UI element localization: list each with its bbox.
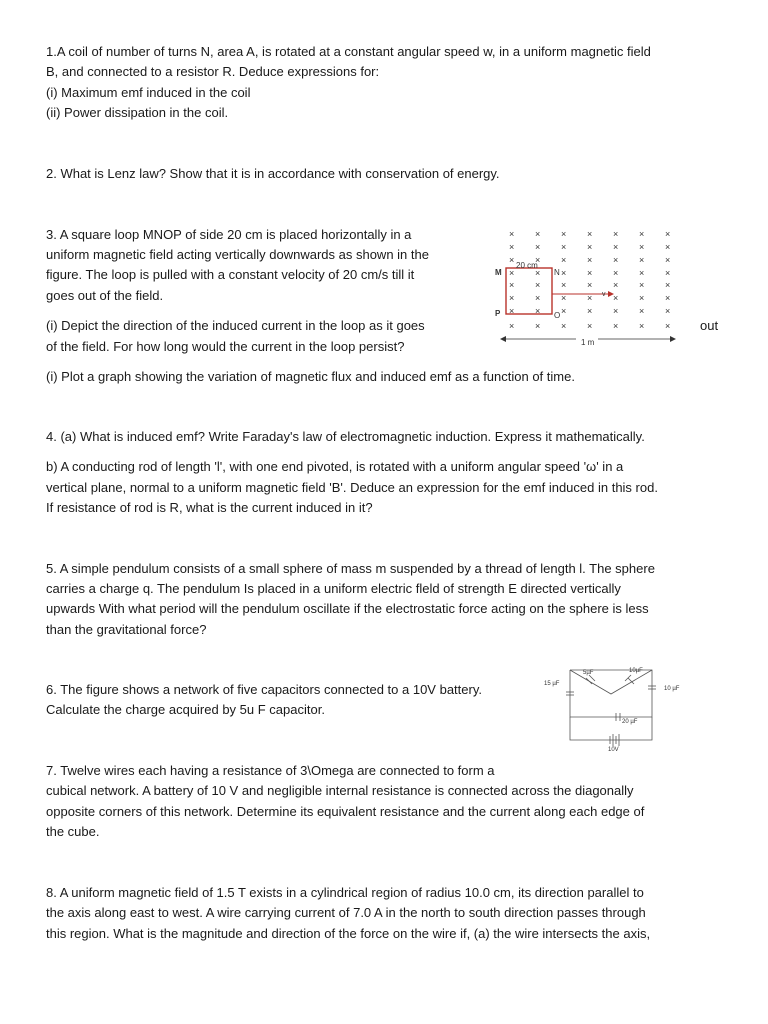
c2-plate: [586, 678, 592, 684]
question-3-line: uniform magnetic field acting vertically downwards as shown in the: [46, 247, 429, 262]
question-1-line: 1.A coil of number of turns N, area A, is rotated at a constant angular speed w, in a uniform magnetic field: [46, 44, 651, 59]
field-cross: ×: [561, 280, 567, 290]
question-3-part-ii: (i) Plot a graph showing the variation of magnetic flux and induced emf as a function of time.: [46, 369, 575, 384]
field-cross: ×: [613, 321, 619, 331]
field-cross: ×: [665, 242, 671, 252]
field-cross: ×: [535, 242, 541, 252]
field-cross: ×: [639, 268, 645, 278]
field-cross: ×: [639, 306, 645, 316]
field-cross: ×: [509, 242, 515, 252]
velocity-label: v: [602, 291, 606, 298]
capacitor-network-figure: [540, 660, 690, 754]
question-3-line: goes out of the field.: [46, 288, 164, 303]
field-cross: ×: [509, 280, 515, 290]
field-cross: ×: [665, 229, 671, 239]
field-cross: ×: [587, 229, 593, 239]
c3-label: 10µF: [629, 668, 643, 674]
question-4-part-b-line: vertical plane, normal to a uniform magnetic field 'B'. Deduce an expression for the emf induced in this rod.: [46, 480, 658, 495]
question-2: 2. What is Lenz law? Show that it is in accordance with conservation of energy.: [46, 166, 500, 181]
field-cross: ×: [613, 280, 619, 290]
field-cross: ×: [613, 306, 619, 316]
field-crosses: [509, 229, 670, 331]
field-cross: ×: [561, 268, 567, 278]
question-4-part-a: 4. (a) What is induced emf? Write Faraday's law of electromagnetic induction. Express it mathematically.: [46, 429, 645, 444]
question-7-line: the cube.: [46, 824, 100, 839]
field-cross: ×: [613, 242, 619, 252]
field-cross: ×: [561, 306, 567, 316]
field-cross: ×: [561, 229, 567, 239]
length-arrow-left: [500, 336, 506, 342]
field-cross: ×: [509, 293, 515, 303]
field-cross: ×: [535, 293, 541, 303]
field-cross: ×: [561, 321, 567, 331]
question-5-line: upwards With what period will the pendulum oscillate if the electrostatic force acting on the sphere is less: [46, 601, 649, 616]
battery-branch: [570, 717, 652, 740]
field-cross: ×: [613, 268, 619, 278]
question-7-line: 7. Twelve wires each having a resistance of 3\Omega are connected to form a: [46, 763, 495, 778]
question-6-line: Calculate the charge acquired by 5u F capacitor.: [46, 702, 325, 717]
field-cross: ×: [665, 321, 671, 331]
question-5-line: 5. A simple pendulum consists of a small sphere of mass m suspended by a thread of length l. The sphere: [46, 561, 655, 576]
length-label: 1 m: [581, 338, 595, 347]
field-cross: ×: [613, 229, 619, 239]
field-cross: ×: [535, 229, 541, 239]
question-4-part-b-line: b) A conducting rod of length 'l', with one end pivoted, is rotated with a uniform angular speed 'ω' in a: [46, 459, 624, 474]
question-1-line: (ii) Power dissipation in the coil.: [46, 105, 229, 120]
field-cross: ×: [639, 280, 645, 290]
loop-side-label: 20 cm: [516, 261, 538, 270]
corner-m-label: M: [495, 268, 502, 277]
question-8-line: this region. What is the magnitude and direction of the force on the wire if, (a) the wire intersects the axis,: [46, 926, 651, 941]
question-3-part-i: of the field. For how long would the current in the loop persist?: [46, 339, 405, 354]
field-cross: ×: [665, 268, 671, 278]
field-cross: ×: [665, 280, 671, 290]
corner-n-label: N: [554, 268, 560, 277]
field-cross: ×: [535, 306, 541, 316]
question-3-part-i: (i) Depict the direction of the induced current in the loop as it goes: [46, 318, 425, 333]
field-cross: ×: [587, 268, 593, 278]
battery-label: 10V: [608, 747, 619, 753]
field-cross: ×: [561, 255, 567, 265]
question-3-line: figure. The loop is pulled with a constant velocity of 20 cm/s till it: [46, 267, 415, 282]
field-cross: ×: [587, 293, 593, 303]
field-cross: ×: [587, 242, 593, 252]
field-cross: ×: [639, 242, 645, 252]
field-cross: ×: [587, 280, 593, 290]
question-8-line: 8. A uniform magnetic field of 1.5 T exists in a cylindrical region of radius 10.0 cm, its direction parallel to: [46, 885, 644, 900]
field-cross: ×: [535, 255, 541, 265]
field-cross: ×: [587, 255, 593, 265]
field-cross: ×: [535, 268, 541, 278]
question-7-line: cubical network. A battery of 10 V and negligible internal resistance is connected across the diagonally: [46, 783, 634, 798]
field-cross: ×: [639, 293, 645, 303]
c1-label: 15 µF: [544, 681, 560, 687]
field-cross: ×: [535, 321, 541, 331]
question-1-line: B, and connected to a resistor R. Deduce expressions for:: [46, 64, 380, 79]
corner-o-label: O: [554, 311, 561, 320]
field-cross: ×: [639, 229, 645, 239]
field-cross: ×: [561, 242, 567, 252]
question-4-part-b-line: If resistance of rod is R, what is the current induced in it?: [46, 500, 373, 515]
question-5-line: than the gravitational force?: [46, 622, 207, 637]
field-cross: ×: [535, 280, 541, 290]
question-3-out-word: out: [700, 318, 719, 333]
field-cross: ×: [665, 255, 671, 265]
field-cross: ×: [613, 293, 619, 303]
question-6-line: 6. The figure shows a network of five capacitors connected to a 10V battery.: [46, 682, 482, 697]
c4-label: 10 µF: [664, 686, 680, 692]
field-cross: ×: [639, 321, 645, 331]
question-5-line: carries a charge q. The pendulum Is placed in a uniform electric fleld of strength E directed vertically: [46, 581, 621, 596]
question-7-line: opposite corners of this network. Determine its equivalent resistance and the current along each edge of: [46, 804, 645, 819]
field-cross: ×: [509, 229, 515, 239]
field-cross: ×: [561, 293, 567, 303]
field-cross: ×: [509, 268, 515, 278]
length-arrow-right: [670, 336, 676, 342]
question-3-line: 3. A square loop MNOP of side 20 cm is placed horizontally in a: [46, 227, 412, 242]
field-cross: ×: [509, 306, 515, 316]
c5-label: 20 µF: [622, 719, 638, 725]
corner-p-label: P: [495, 309, 501, 318]
question-1-line: (i) Maximum emf induced in the coil: [46, 85, 251, 100]
field-cross: ×: [587, 306, 593, 316]
field-cross: ×: [509, 255, 515, 265]
question-8-line: the axis along east to west. A wire carrying current of 7.0 A in the north to south direction passes through: [46, 905, 646, 920]
field-cross: ×: [665, 306, 671, 316]
field-cross: ×: [613, 255, 619, 265]
field-cross: ×: [587, 321, 593, 331]
c2-label: 5µF: [583, 670, 594, 676]
field-cross: ×: [665, 293, 671, 303]
field-cross: ×: [639, 255, 645, 265]
field-cross: ×: [509, 321, 515, 331]
magnetic-field-figure: [488, 224, 688, 352]
